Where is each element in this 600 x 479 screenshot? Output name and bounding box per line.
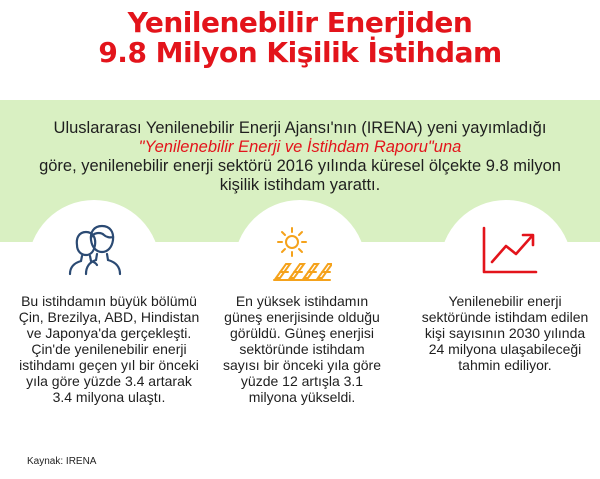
title-line-2: 9.8 Milyon Kişilik İstihdam — [98, 36, 502, 69]
column-middle-text — [214, 293, 390, 405]
text-line: Yenilenebilir enerji — [448, 293, 562, 309]
source-note: Kaynak: IRENA — [27, 456, 97, 467]
text-line: yıla göre yüzde 3.4 artarak — [26, 373, 192, 389]
growth-chart-icon — [478, 224, 540, 276]
text-line: sektöründe istihdam — [239, 341, 365, 357]
text-line: Bu istihdamın büyük bölümü — [21, 293, 197, 309]
column-left-text — [14, 293, 204, 405]
text-line: görüldü. Güneş enerjisi — [230, 325, 374, 341]
text-line: 24 milyona ulaşabileceği — [428, 341, 582, 357]
column-right-text — [410, 293, 600, 373]
report-name: "Yenilenebilir Enerji ve İstihdam Raporu"una — [138, 138, 462, 156]
people-icon — [66, 218, 124, 276]
text-line: sektöründe istihdam edilen — [421, 309, 589, 325]
text-line: kişi sayısının 2030 yılında — [424, 325, 586, 341]
text-line: sayısı bir önceki yıla göre — [223, 357, 381, 373]
text-line: ve Japonya'da gerçekleşti. — [26, 325, 192, 341]
text-line: yüzde 12 artışla 3.1 — [240, 373, 364, 389]
page-title — [0, 8, 600, 68]
intro-line-1: Uluslararası Yenilenebilir Enerji Ajansı'nın (IRENA) yeni yayımladığı — [53, 119, 547, 137]
text-line: tahmin ediliyor. — [458, 357, 552, 373]
intro-line-3: göre, yenilenebilir enerji sektörü 2016 yılında küresel ölçekte 9.8 milyon — [39, 157, 561, 175]
text-line: En yüksek istihdamın — [235, 293, 369, 309]
text-line: Çin, Brezilya, ABD, Hindistan — [18, 309, 200, 325]
text-line: milyona yükseldi. — [248, 389, 356, 405]
text-line: güneş enerjisinde olduğu — [224, 309, 380, 325]
text-line: istihdamı geçen yıl bir önceki — [19, 357, 199, 373]
text-line: Çin'de yenilenebilir enerji — [31, 341, 187, 357]
solar-panel-icon — [270, 226, 332, 282]
title-line-1: Yenilenebilir Enerjiden — [127, 6, 473, 39]
intro-text — [14, 119, 586, 195]
intro-line-4: kişilik istihdam yarattı. — [219, 176, 381, 194]
text-line: 3.4 milyona ulaştı. — [52, 389, 166, 405]
